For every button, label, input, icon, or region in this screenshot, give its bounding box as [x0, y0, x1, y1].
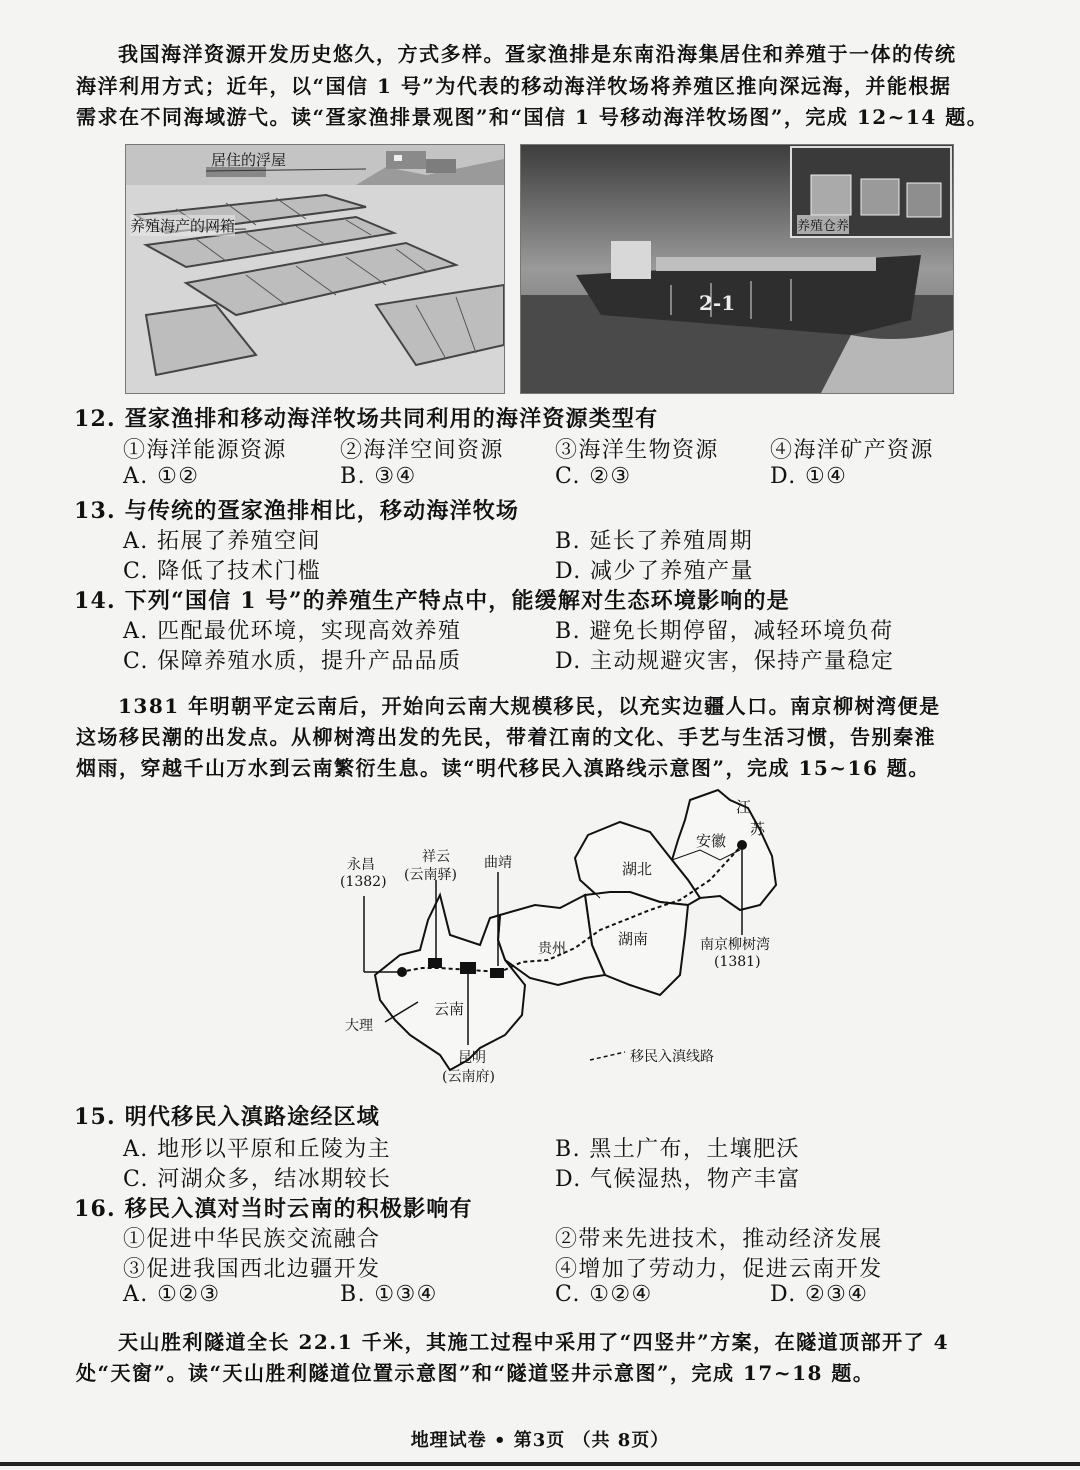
q16-option-b[interactable]: B. ①③④	[340, 1282, 438, 1307]
q16-item-3: ③促进我国西北边疆开发	[123, 1257, 381, 1282]
q15-option-b[interactable]: B. 黑土广布，土壤肥沃	[555, 1137, 800, 1162]
q13-option-a[interactable]: A. 拓展了养殖空间	[123, 529, 321, 554]
label-farming-tank: 养殖仓养	[797, 215, 849, 234]
q15-option-d[interactable]: D. 气候湿热，物产丰富	[555, 1167, 801, 1192]
q16-option-c[interactable]: C. ①②④	[555, 1282, 653, 1307]
label-fish-cages: 养殖海产的网箱	[130, 217, 236, 235]
q15-option-c[interactable]: C. 河湖众多，结冰期较长	[123, 1167, 392, 1192]
page-footer: 地理试卷 • 第3页 （共 8页）	[410, 1430, 670, 1451]
map-label-hubei: 湖北	[622, 860, 653, 878]
q12-item-1: ①海洋能源资源	[123, 438, 287, 463]
q14-option-b[interactable]: B. 避免长期停留，减轻环境负荷	[555, 619, 894, 644]
q14-option-c[interactable]: C. 保障养殖水质，提升产品品质	[123, 649, 462, 674]
passage2-line-1: 1381 年明朝平定云南后，开始向云南大规模移民，以充实边疆人口。南京柳树湾便是	[118, 694, 941, 718]
map-label-jiangsu-2: 苏	[750, 820, 766, 838]
passage1-line-1: 我国海洋资源开发历史悠久，方式多样。疍家渔排是东南沿海集居住和养殖于一体的传统	[118, 42, 957, 66]
q13-option-b[interactable]: B. 延长了养殖周期	[555, 529, 754, 554]
map-label-dali: 大理	[345, 1018, 373, 1034]
bottom-rule	[0, 1462, 1080, 1466]
q14-option-d[interactable]: D. 主动规避灾害，保持产量稳定	[555, 649, 895, 674]
q14-stem: 14. 下列“国信 1 号”的养殖生产特点中，能缓解对生态环境影响的是	[74, 588, 790, 614]
map-label-qujing: 曲靖	[484, 855, 512, 871]
q12-item-2: ②海洋空间资源	[340, 438, 504, 463]
map-label-yongchang: 永昌	[347, 857, 375, 873]
q16-item-2: ②带来先进技术，推动经济发展	[555, 1227, 883, 1252]
map-label-xiangyun: 祥云	[422, 849, 450, 865]
q16-item-1: ①促进中华民族交流融合	[123, 1227, 381, 1252]
map-label-nanjing: 南京柳树湾	[700, 937, 770, 953]
passage2-line-2: 这场移民潮的出发点。从柳树湾出发的先民，带着江南的文化、手艺与生活习惯，告别秦淮	[76, 725, 936, 749]
q12-option-c[interactable]: C. ②③	[555, 464, 632, 489]
map-label-kunming-note: (云南府)	[442, 1069, 495, 1085]
passage1-line-2: 海洋利用方式；近年，以“国信 1 号”为代表的移动海洋牧场将养殖区推向深远海，并能根据	[76, 74, 952, 98]
q13-option-c[interactable]: C. 降低了技术门槛	[123, 559, 322, 584]
map-label-hunan: 湖南	[618, 930, 649, 948]
map-label-kunming: 昆明	[458, 1050, 486, 1066]
q12-item-4: ④海洋矿产资源	[770, 438, 934, 463]
q12-option-b[interactable]: B. ③④	[340, 464, 417, 489]
map-label-xiangyun-note: (云南驿)	[404, 867, 457, 883]
q15-stem: 15. 明代移民入滇路途经区域	[74, 1104, 380, 1130]
map-label-anhui: 安徽	[696, 832, 727, 850]
label-floating-house: 居住的浮屋	[211, 151, 287, 169]
q16-stem: 16. 移民入滇对当时云南的积极影响有	[74, 1196, 473, 1222]
map-label-nanjing-year: (1381)	[714, 954, 761, 970]
q14-option-a[interactable]: A. 匹配最优环境，实现高效养殖	[123, 619, 462, 644]
ship-hull-mark: 2-1	[699, 291, 736, 315]
passage3-line-2: 处“天窗”。读“天山胜利隧道位置示意图”和“隧道竖井示意图”，完成 17~18 题。	[76, 1361, 875, 1385]
map-label-yongchang-year: (1382)	[340, 874, 387, 890]
map-legend-route: 移民入滇线路	[630, 1049, 714, 1065]
map-label-guizhou: 贵州	[538, 941, 566, 957]
q16-option-d[interactable]: D. ②③④	[770, 1282, 869, 1307]
q13-stem: 13. 与传统的疍家渔排相比，移动海洋牧场	[74, 498, 520, 524]
q16-option-a[interactable]: A. ①②③	[123, 1282, 221, 1307]
q12-option-a[interactable]: A. ①②	[123, 464, 200, 489]
q12-item-3: ③海洋生物资源	[555, 438, 719, 463]
q13-option-d[interactable]: D. 减少了养殖产量	[555, 559, 754, 584]
q15-option-a[interactable]: A. 地形以平原和丘陵为主	[123, 1137, 392, 1162]
passage2-line-3: 烟雨，穿越千山万水到云南繁衍生息。读“明代移民入滇路线示意图”，完成 15~16 题。	[76, 756, 930, 780]
q16-item-4: ④增加了劳动力，促进云南开发	[555, 1257, 883, 1282]
map-label-jiangsu-1: 江	[736, 798, 752, 816]
passage3-line-1: 天山胜利隧道全长 22.1 千米，其施工过程中采用了“四竖井”方案，在隧道顶部开了 4	[118, 1330, 950, 1354]
q12-stem: 12. 疍家渔排和移动海洋牧场共同利用的海洋资源类型有	[74, 406, 659, 432]
q12-option-d[interactable]: D. ①④	[770, 464, 848, 489]
passage1-line-3: 需求在不同海域游弋。读“疍家渔排景观图”和“国信 1 号移动海洋牧场图”，完成 12~14 题。	[76, 105, 989, 129]
map-label-yunnan: 云南	[434, 1000, 465, 1018]
